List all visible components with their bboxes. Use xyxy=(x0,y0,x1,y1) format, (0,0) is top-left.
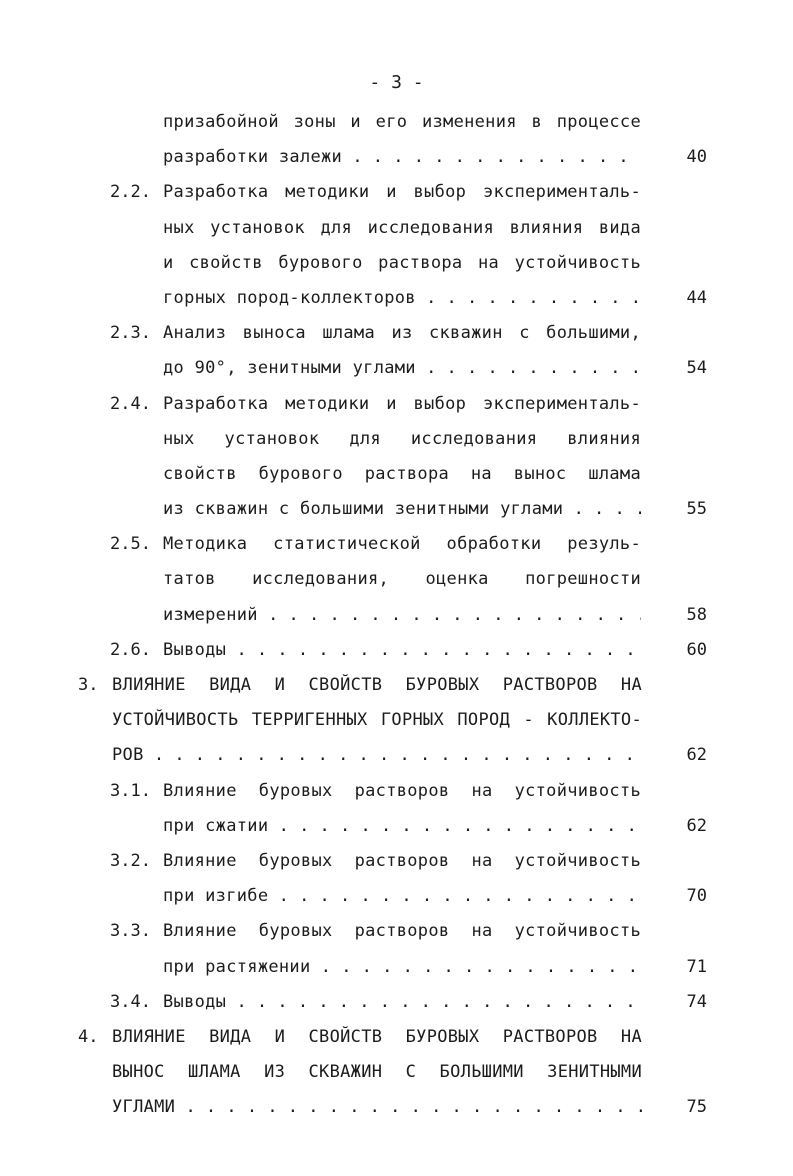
toc-entry-continuation xyxy=(0,457,793,492)
toc-entry-page: 74 xyxy=(686,991,707,1012)
toc-entry-title: Выводы . . . xyxy=(163,985,641,1020)
toc-entry-number: 2.3. xyxy=(110,323,151,344)
toc-entry-title: Анализ выноса шлама из скважин с большими, xyxy=(163,323,641,344)
toc-entry-heading xyxy=(0,774,793,809)
toc-entry-heading xyxy=(0,316,793,351)
toc-entry-page: 44 xyxy=(686,287,707,308)
toc-entry-page: 62 xyxy=(686,815,707,836)
toc-entry-number: 2.6. xyxy=(110,639,151,660)
toc-entry-number: 2.4. xyxy=(110,393,151,414)
toc-entry-heading xyxy=(0,844,793,879)
toc-entry-title: ных установок для исследования влияния вида xyxy=(163,217,641,238)
toc-entry-number: 3. xyxy=(78,675,99,695)
toc-entry-number: 4. xyxy=(78,1026,99,1047)
toc-entry-heading xyxy=(0,633,793,668)
toc-entry-heading xyxy=(0,527,793,562)
toc-entry-title: Разработка методики и выбор эксперименталь- xyxy=(163,393,641,414)
toc-entry-heading xyxy=(0,914,793,949)
toc-entry-heading xyxy=(0,175,793,210)
table-of-contents xyxy=(0,105,793,1125)
toc-entry-title: ВЛИЯНИЕ ВИДА И СВОЙСТВ БУРОВЫХ РАСТВОРОВ НА xyxy=(112,1026,642,1047)
toc-entry-page: 54 xyxy=(686,358,707,379)
toc-entry-title: при сжатии . . . xyxy=(163,809,641,844)
toc-entry-title: Методика статистической обработки резуль- xyxy=(163,534,641,555)
toc-entry-title: Влияние буровых растворов на устойчивость xyxy=(163,921,641,942)
toc-entry-continuation xyxy=(0,246,793,281)
toc-entry-continuation xyxy=(0,562,793,597)
toc-entry-continuation xyxy=(0,598,793,633)
toc-entry-title: свойств бурового раствора на вынос шлама xyxy=(163,463,641,484)
toc-entry-title: Разработка методики и выбор эксперименталь- xyxy=(163,182,641,203)
toc-entry-title: из скважин с большими зенитными углами . . . xyxy=(163,492,641,527)
toc-entry-continuation xyxy=(0,703,793,738)
toc-entry-page: 40 xyxy=(686,147,707,168)
toc-entry-page: 71 xyxy=(686,956,707,977)
toc-entry-number: 3.3. xyxy=(110,921,151,942)
toc-entry-heading xyxy=(0,985,793,1020)
toc-entry-title: УГЛАМИ . . . xyxy=(112,1090,642,1125)
toc-entry-page: 58 xyxy=(686,604,707,625)
toc-entry-title: ных установок для исследования влияния xyxy=(163,428,641,449)
toc-entry-continuation xyxy=(0,211,793,246)
toc-entry-number: 2.2. xyxy=(110,182,151,203)
toc-entry-number: 3.4. xyxy=(110,991,151,1012)
toc-entry-number: 3.1. xyxy=(110,780,151,801)
toc-entry-title: разработки залежи . . . xyxy=(163,140,641,175)
toc-entry-continuation xyxy=(0,738,793,773)
toc-entry-title: Влияние буровых растворов на устойчивость xyxy=(163,850,641,871)
toc-entry-continuation xyxy=(0,950,793,985)
toc-entry-page: 70 xyxy=(686,886,707,907)
toc-entry-continuation xyxy=(0,1090,793,1125)
toc-entry-number: 3.2. xyxy=(110,850,151,871)
toc-entry-title: татов исследования, оценка погрешности xyxy=(163,569,641,590)
toc-entry-continuation xyxy=(0,879,793,914)
toc-entry-title: измерений . . . xyxy=(163,598,641,633)
toc-entry-title: при растяжении . . . xyxy=(163,950,641,985)
toc-entry-page: 60 xyxy=(686,639,707,660)
toc-entry-continuation xyxy=(0,1055,793,1090)
page-number: - 3 - xyxy=(369,72,424,93)
toc-entry-title: Влияние буровых растворов на устойчивость xyxy=(163,780,641,801)
toc-entry-continuation xyxy=(0,140,793,175)
toc-entry-heading xyxy=(0,1020,793,1055)
toc-entry-heading xyxy=(0,387,793,422)
toc-entry-title: ВЛИЯНИЕ ВИДА И СВОЙСТВ БУРОВЫХ РАСТВОРОВ НА xyxy=(112,675,642,695)
toc-entry-page: 55 xyxy=(686,499,707,520)
toc-entry-continuation xyxy=(0,492,793,527)
toc-entry-title: ВЫНОС ШЛАМА ИЗ СКВАЖИН С БОЛЬШИМИ ЗЕНИТНЫМИ xyxy=(112,1062,642,1083)
toc-entry-heading xyxy=(0,668,793,703)
toc-entry-number: 2.5. xyxy=(110,534,151,555)
toc-entry-continuation xyxy=(0,422,793,457)
toc-entry-page: 75 xyxy=(686,1097,707,1118)
toc-entry-title: горных пород-коллекторов . . . xyxy=(163,281,641,316)
toc-entry-title: Выводы . . . xyxy=(163,633,641,668)
toc-entry-title: до 90°, зенитными углами . . . xyxy=(163,351,641,386)
toc-entry-title: и свойств бурового раствора на устойчивость xyxy=(163,252,641,273)
toc-entry-page: 62 xyxy=(686,745,707,766)
toc-entry-title: УСТОЙЧИВОСТЬ ТЕРРИГЕННЫХ ГОРНЫХ ПОРОД - КОЛЛЕКТО- xyxy=(112,710,642,731)
toc-entry-continuation xyxy=(0,281,793,316)
toc-entry-continuation xyxy=(0,105,793,140)
toc-entry-title: РОВ . . . xyxy=(112,738,642,773)
toc-entry-continuation xyxy=(0,351,793,386)
toc-entry-title: при изгибе . . . xyxy=(163,879,641,914)
toc-entry-title: призабойной зоны и его изменения в процессе xyxy=(163,112,641,132)
toc-entry-continuation xyxy=(0,809,793,844)
